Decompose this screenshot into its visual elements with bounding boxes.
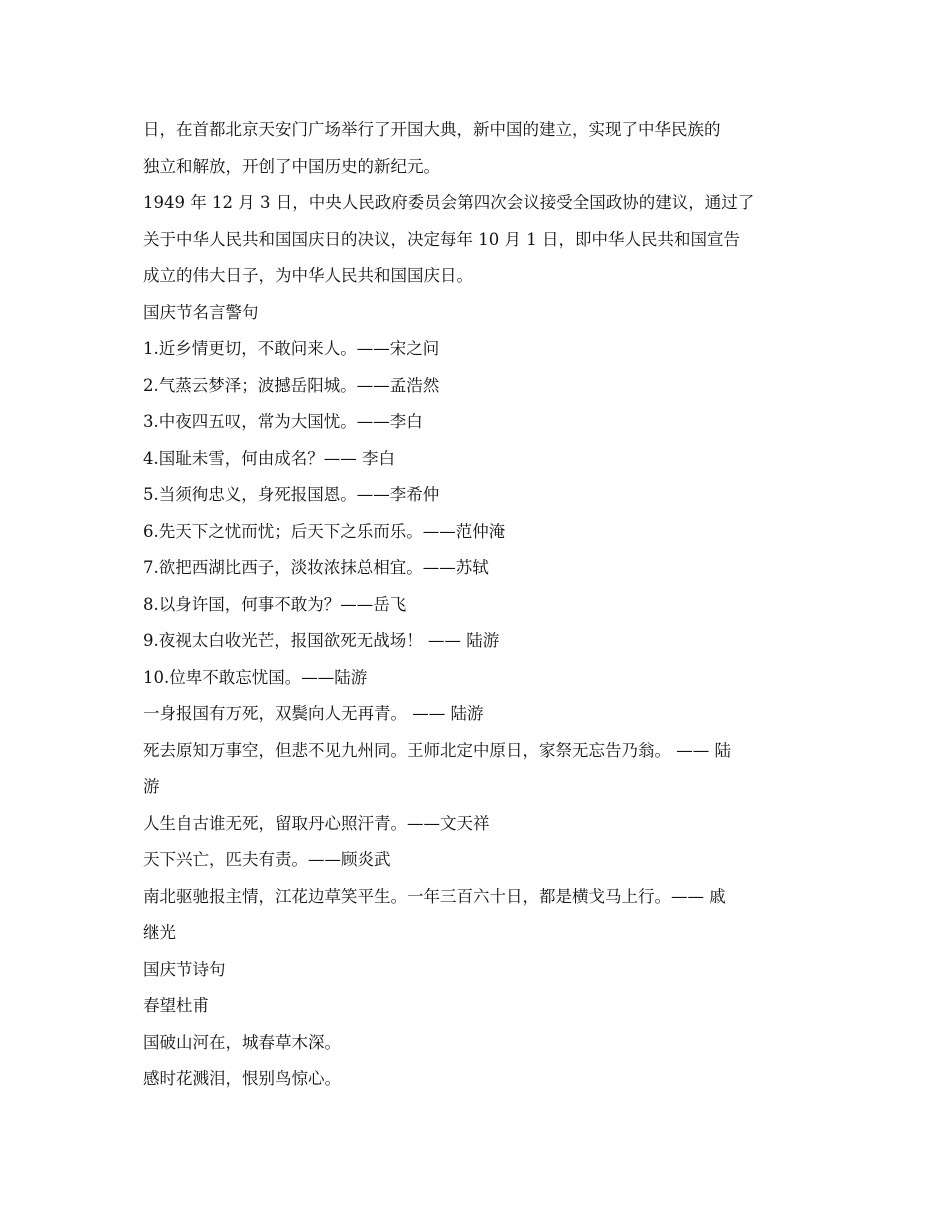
quote-line: 7.欲把西湖比西子，淡妆浓抹总相宜。——苏轼 [143, 558, 489, 577]
quote-line: 一身报国有万死，双鬓向人无再青。 —— 陆游 [143, 704, 484, 723]
document-body [143, 112, 809, 1098]
poem-title: 春望杜甫 [143, 996, 209, 1015]
quote-line: 10.位卑不敢忘忧国。——陆游 [143, 667, 368, 687]
quote-line: 4.国耻未雪，何由成名？—— 李白 [143, 448, 395, 468]
text-line: 1949 年 12 月 3 日，中央人民政府委员会第四次会议接受全国政协的建议，通过了 [143, 193, 755, 212]
poem-line: 国破山河在，城春草木深。 [143, 1032, 341, 1052]
quote-line: 人生自古谁无死，留取丹心照汗青。——文天祥 [143, 813, 490, 833]
quote-line: 天下兴亡，匹夫有责。——顾炎武 [143, 850, 391, 869]
quote-line: 2.气蒸云梦泽；波撼岳阳城。——孟浩然 [143, 375, 440, 395]
quote-line: 3.中夜四五叹，常为大国忧。——李白 [143, 412, 423, 431]
text-line: 日，在首都北京天安门广场举行了开国大典，新中国的建立，实现了中华民族的 [143, 120, 721, 139]
text-line: 成立的伟大日子，为中华人民共和国国庆日。 [143, 266, 473, 285]
text-line: 关于中华人民共和国国庆日的决议，决定每年 10 月 1 日，即中华人民共和国宣告 [143, 229, 740, 249]
quote-line: 继光 [143, 923, 176, 942]
quote-line: 1.近乡情更切，不敢问来人。——宋之问 [143, 339, 440, 358]
text-line: 独立和解放，开创了中国历史的新纪元。 [143, 156, 440, 176]
quote-line: 9.夜视太白收光芒，报国欲死无战场！ —— 陆游 [143, 631, 500, 650]
poem-line: 感时花溅泪，恨别鸟惊心。 [143, 1069, 341, 1088]
section-heading: 国庆节名言警句 [143, 302, 259, 322]
quote-line: 死去原知万事空，但悲不见九州同。王师北定中原日，家祭无忘告乃翁。 —— 陆 [143, 740, 731, 760]
quote-line: 8.以身许国，何事不敢为？——岳飞 [143, 594, 407, 614]
quote-line: 游 [143, 777, 160, 796]
section-heading: 国庆节诗句 [143, 959, 226, 979]
quote-line: 南北驱驰报主情，江花边草笑平生。一年三百六十日，都是横戈马上行。—— 戚 [143, 886, 726, 906]
quote-line: 6.先天下之忧而忧；后天下之乐而乐。——范仲淹 [143, 521, 506, 541]
quote-line: 5.当须徇忠义，身死报国恩。——李希仲 [143, 485, 440, 504]
